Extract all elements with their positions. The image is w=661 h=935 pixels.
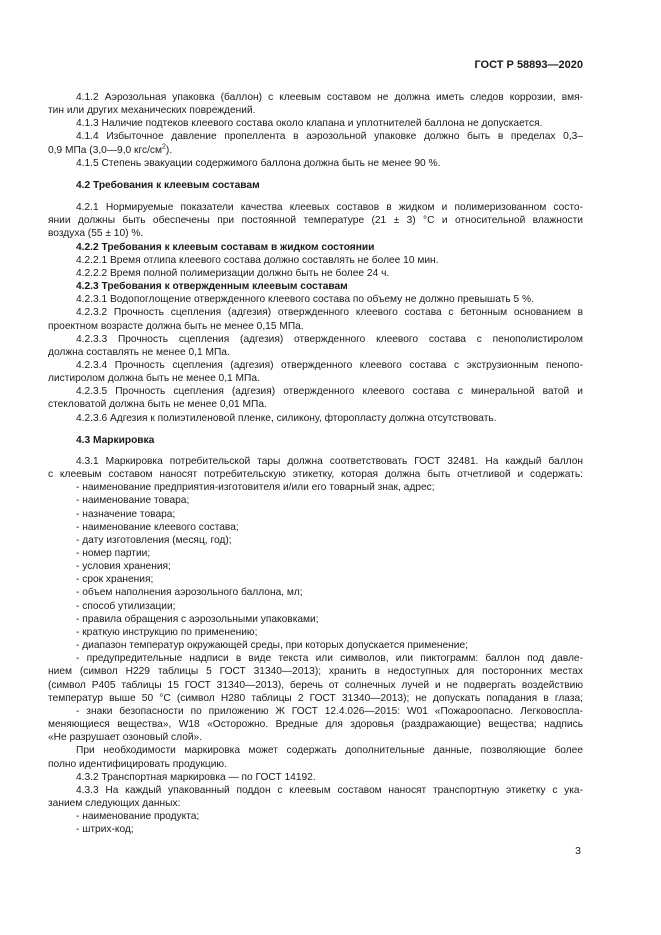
section-heading-4-3: 4.3 Маркировка (76, 434, 155, 446)
text-line: занием следующих данных: (48, 797, 181, 809)
paragraph-additional-data (48, 744, 583, 770)
text-line: с клеевым составом наносят потребительскую этикетку, которая должна быть отчетливой и содержать: (48, 469, 583, 481)
subheading-4-2-3: 4.2.3 Требования к отвержденным клеевым составам (76, 281, 348, 293)
list-item: - наименование клеевого состава; (76, 521, 239, 533)
text-line (48, 144, 583, 157)
document-code: ГОСТ Р 58893—2020 (474, 59, 583, 71)
paragraph-4-2-1 (48, 201, 583, 240)
paragraph-4-2-3-4 (48, 359, 583, 385)
paragraph-4-1-2 (48, 91, 583, 117)
text-line: «Не разрушает озоновый слой». (48, 732, 203, 744)
paragraph-4-2-2-1: 4.2.2.1 Время отлипа клеевого состава должно составлять не более 10 мин. (76, 254, 439, 266)
list-item-warnings (48, 652, 583, 705)
list-item: - объем наполнения аэрозольного баллона, мл; (76, 587, 303, 599)
paragraph-4-3-2: 4.3.2 Транспортная маркировка — по ГОСТ 14192. (76, 771, 316, 783)
paragraph-4-2-3-3 (48, 333, 583, 359)
text-line: стекловатой должна быть не менее 0,01 МПа. (48, 399, 267, 411)
paragraph-4-2-3-2 (48, 306, 583, 332)
text-line: листиролом должна быть не менее 0,1 МПа. (48, 373, 260, 385)
page-body (48, 91, 583, 836)
list-item: - наименование продукта; (76, 811, 200, 823)
paragraph-4-2-3-6: 4.2.3.6 Адгезия к полиэтиленовой пленке, силикону, фторопласту должна отсутствовать. (76, 412, 497, 424)
paragraph-4-2-2-2: 4.2.2.2 Время полной полимеризации должно быть не более 24 ч. (76, 267, 390, 279)
list-item: - наименование товара; (76, 495, 190, 507)
subheading-4-2-2: 4.2.2 Требования к клеевым составам в жидком состоянии (76, 241, 375, 253)
text-line: температур выше 50 °С (символ Н280 таблицы 2 ГОСТ 31340—2013); не допускать попадания в глаза; (48, 692, 583, 704)
text-line: - знаки безопасности по приложению Ж ГОСТ 12.4.026—2015: W01 «Пожароопасно. Легковоспла- (76, 705, 583, 717)
text-span: 0,9 МПа (3,0—9,0 кгс/см (48, 144, 163, 156)
list-item: - срок хранения; (76, 574, 154, 586)
paragraph-4-3-1 (48, 455, 583, 481)
text-line: должна составлять не менее 0,1 МПа. (48, 346, 230, 358)
list-item: - дату изготовления (месяц, год); (76, 534, 232, 546)
text-line: полно идентифицировать продукцию. (48, 758, 227, 770)
text-line: При необходимости маркировка может содержать дополнительные данные, позволяющие более (76, 745, 583, 757)
text-line: тин или других механических повреждений. (48, 105, 256, 117)
list-item: - правила обращения с аэрозольными упаковками; (76, 613, 319, 625)
list-item: - способ утилизации; (76, 600, 176, 612)
text-line: 4.2.3.5 Прочность сцепления (адгезия) отвержденного клеевого состава с минеральной ватой и (76, 386, 583, 398)
text-line: янии должны быть обеспечены при постоянной температуре (21 ± 3) °С и относительной влажности (48, 215, 583, 227)
text-line: 4.2.3.2 Прочность сцепления (адгезия) отвержденного клеевого состава с бетонным основанием в (76, 307, 583, 319)
paragraph-4-1-5: 4.1.5 Степень эвакуации содержимого баллона должна быть не менее 90 %. (76, 157, 441, 169)
list-item-safety-signs (48, 705, 583, 744)
list-item: - назначение товара; (76, 508, 176, 520)
text-line: 4.3.3 На каждый упакованный поддон с клеевым составом наносят транспортную этикетку с ука- (76, 784, 583, 796)
list-item: - штрих-код; (76, 824, 134, 836)
text-line: нием (символ Н229 таблицы 5 ГОСТ 31340—2013); хранить в недоступных для посторонних местах (48, 666, 583, 678)
paragraph-4-1-4 (48, 130, 583, 156)
superscript: 2 (162, 143, 166, 151)
paragraph-4-2-3-1: 4.2.3.1 Водопоглощение отвержденного клеевого состава по объему не должно превышать 5 %. (76, 294, 534, 306)
text-line: воздуха (55 ± 10) %. (48, 228, 144, 240)
text-line: 4.3.1 Маркировка потребительской тары должна соответствовать ГОСТ 32481. На каждый баллон (76, 455, 583, 467)
text-line: 4.1.2 Аэрозольная упаковка (баллон) с клеевым составом не должна иметь следов коррозии, вмя- (76, 92, 583, 103)
text-line: 4.2.1 Нормируемые показатели качества клеевых составов в жидком и полимеризованном состо- (76, 202, 583, 214)
page-number: 3 (575, 845, 581, 857)
label-contents-list (48, 481, 583, 652)
text-span: ). (165, 144, 173, 156)
paragraph-4-1-3: 4.1.3 Наличие подтеков клеевого состава около клапана и уплотнителей баллона не допускается. (76, 118, 543, 130)
text-line: 4.1.4 Избыточное давление пропеллента в аэрозольной упаковке должно быть в пределах 0,3– (76, 131, 583, 143)
text-line: - предупредительные надписи в виде текста или символов, или пиктограмм: баллон под давле- (76, 653, 583, 665)
text-line: 4.2.3.4 Прочность сцепления (адгезия) отвержденного клеевого состава с экструзионным пенопо- (76, 359, 583, 371)
paragraph-4-2-3-5 (48, 385, 583, 411)
list-item: - наименование предприятия-изготовителя и/или его товарный знак, адрес; (76, 482, 435, 494)
text-line: (символ Р405 таблицы 15 ГОСТ 31340—2013), беречь от солнечных лучей и не подвергать воздействию (48, 679, 583, 691)
list-item: - диапазон температур окружающей среды, при которых допускается применение; (76, 640, 468, 652)
section-heading-4-2: 4.2 Требования к клеевым составам (76, 179, 260, 191)
text-line: меняющиеся вещества», W18 «Осторожно. Вредные для здоровья (раздражающие) вещества; надпись (48, 719, 583, 731)
list-item: - условия хранения; (76, 561, 171, 573)
list-item: - краткую инструкцию по применению; (76, 626, 258, 638)
paragraph-4-3-3 (48, 784, 583, 810)
list-item: - номер партии; (76, 548, 151, 559)
text-line: проектном возрасте должна быть не менее 0,15 МПа. (48, 320, 304, 332)
text-line: 4.2.3.3 Прочность сцепления (адгезия) отвержденного клеевого состава с пенополистиролом (76, 333, 583, 345)
